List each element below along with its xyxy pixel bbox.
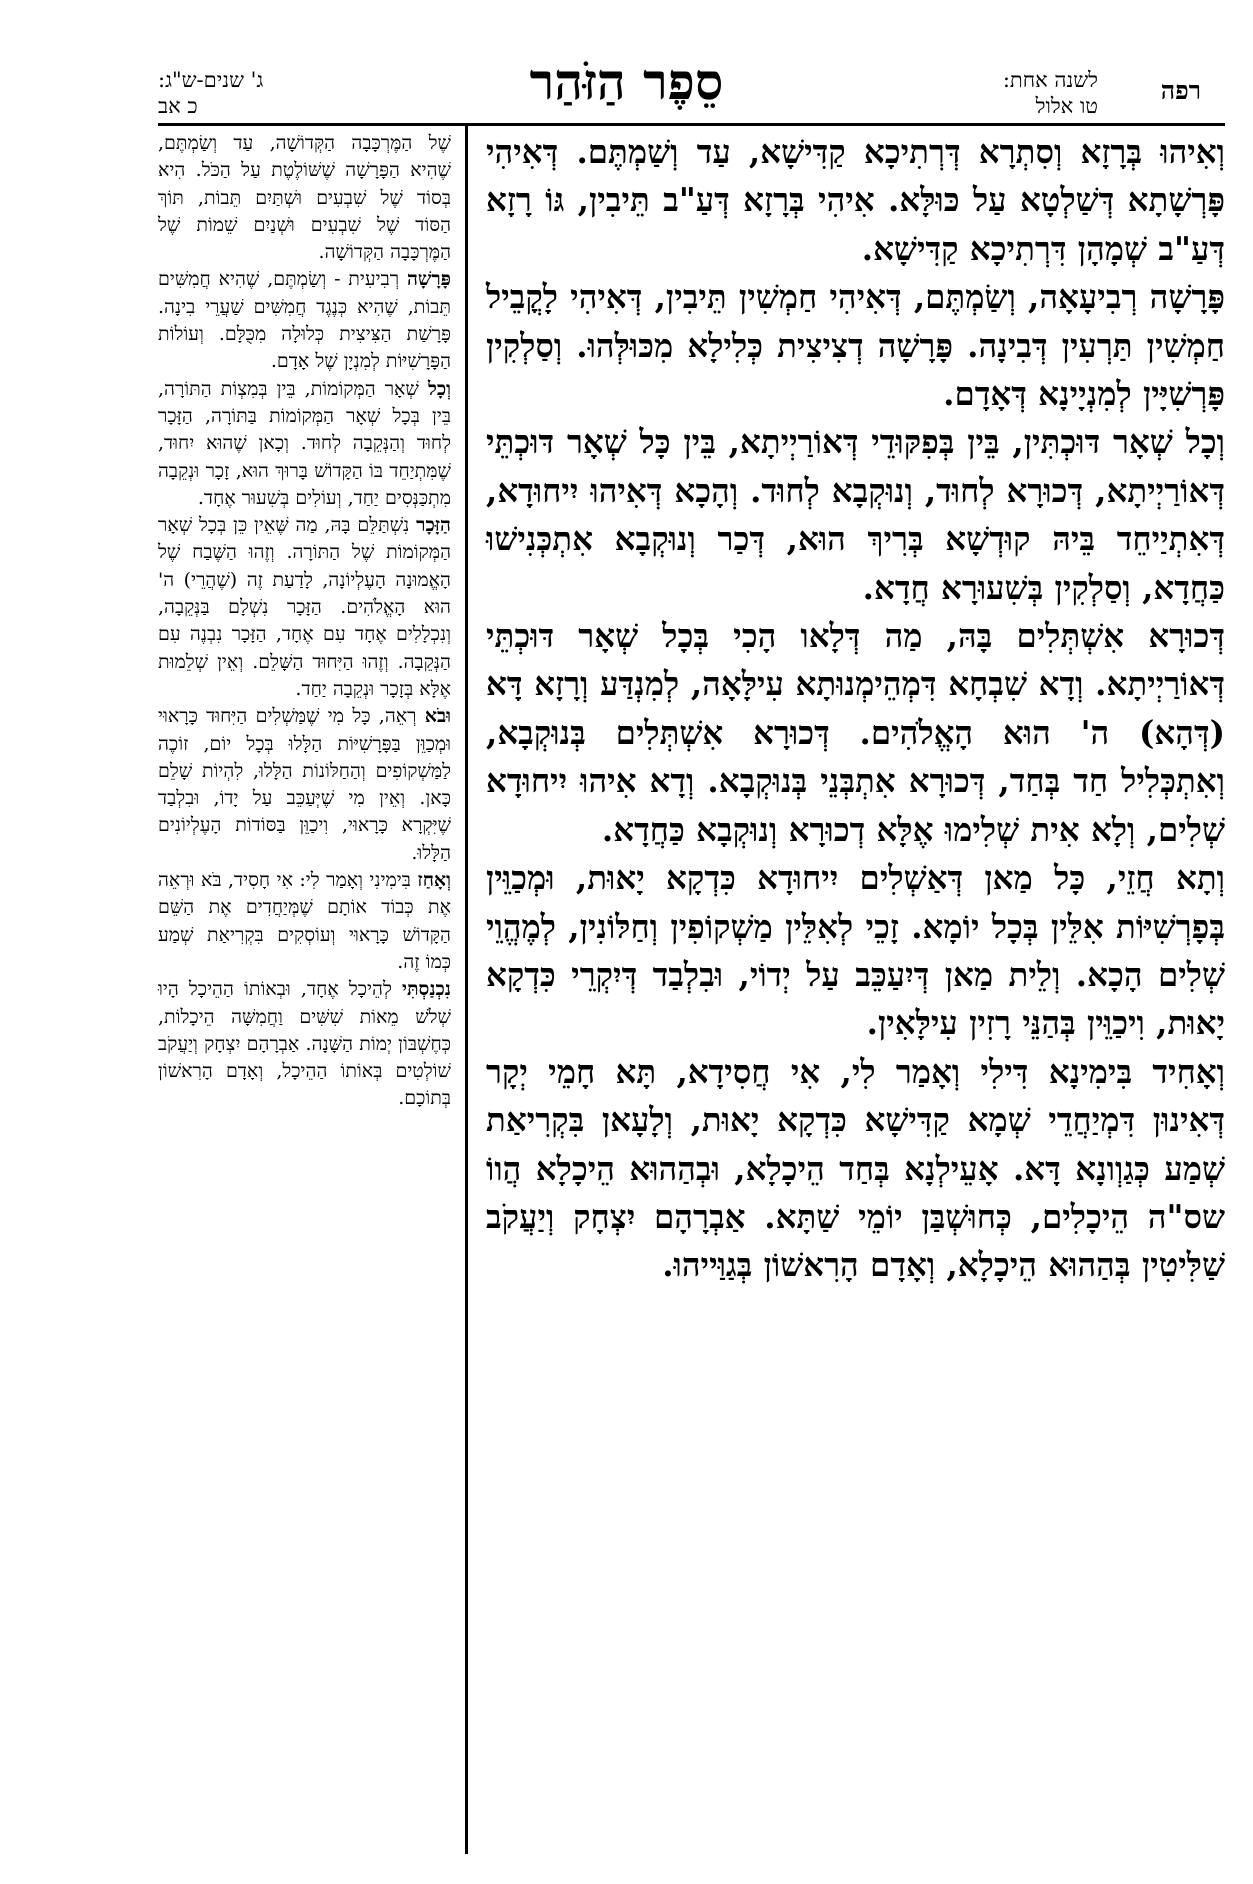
paragraph-text: כוּרָא אִשְׁתְּלִים בָּהּ, מַה דְּלָאו הָכִי בְּכָל שְׁאָר דּוּכְתֵּי דְּאוֹרַיְיתָא. וְדָא שִׁבְחָא דִּמְהֵימְנוּתָא עִילָּאָה, לְמִנְדַּע וְרָזָא דָּא (דְּהָא) ה' הוּא הָאֱלֹהִים. דְּכוּרָא אִשְׁתְּלִים בְּנוּקְבָא, וְאִתְכְּלִיל חַד בְּחַד, דְּכוּרָא אִתְבְּנֵי בְּנוּקְבָא. וְדָא אִיהוּ יִיחוּדָא שְׁלִים, וְלָא אִית שְׁלִימוּ אֶלָּא דְכוּרָא וְנוּקְבָא כַּחֲדָא. [486,616,1226,849]
side-paragraph [158,867,451,976]
side-paragraph [158,376,451,512]
paragraph-text: רְבִיעִית - וְשַׂמְתֶּם, שֶׁהִיא חֲמִשִּׁים תֵּבוֹת, שֶׁהִיא כְּנֶגֶד חֲמִשִּׁים שַׁעֲרֵי בִינָה. פָּרָשַׁת הַצִּיצִית כְּלוּלָה מִכֻּלָּם. וְעוֹלוֹת הַפָּרָשִׁיּוֹת לְמִנְיָן שֶׁל אָדָם. [158,268,451,373]
column-divider [465,123,468,1854]
paragraph-lead: פָּ [1207,277,1225,317]
one-year-label: לשנה אחת: [1002,68,1098,92]
paragraph-lead: וְ [1216,132,1225,171]
paragraph-lead: וּבֹא [424,705,451,728]
book-title: סֵפֶר הַזֹּהַר [529,52,724,111]
side-paragraph [158,703,451,867]
main-paragraph [486,273,1225,418]
side-paragraph [158,266,451,375]
paragraph-lead: וְ [1216,858,1225,898]
three-year-date: כ אב [158,94,198,118]
aramaic-text-column [486,128,1225,1290]
hebrew-translation-column [158,130,451,1113]
paragraph-lead: וְאָחַז [417,869,451,892]
main-paragraph [486,418,1225,612]
three-year-label: ג' שנים-ש"ג: [158,68,264,92]
paragraph-text: כָל שְׁאָר דּוּכְתִּין, בֵּין בְּפִקּוּדֵי דְּאוֹרַיְיתָא, בֵּין כָּל שְׁאָר דּוּכְתֵּי דְּאוֹרַיְיתָא, דְּכוּרָא לְחוּד, וְנוּקְבָא לְחוּד. וְהָכָא דְּאִיהוּ יִיחוּדָא, דְּאִתְיַיחֵד בֵּיהּ קוּדְשָׁא בְּרִיךְ הוּא, דְּכַר וְנוּקְבָא אִתְכְּנִישׁוּ כַּחֲדָא, וְסַלְקִין בְּשִׁעוּרָא חֲדָא. [486,422,1225,607]
one-year-date: טו אלול [1035,94,1098,118]
paragraph-text: אִיהוּ בְּרָזָא וְסִתְרָא דְּרְתִיכָא קַדִּישָׁא, עַד וְשַׁמְתֶּם. דְּאִיהִי פָּרְשָׁתָא דְּשַׁלְטָא עַל כּוּלָּא. אִיהִי בְּרָזָא דְּעַ"ב תֵּיבִין, גּוֹ רָזָא דְּעַ"ב שְׁמָהָן דִּרְתִיכָא קַדִּישָׁא. [486,132,1225,268]
main-paragraph [486,612,1225,854]
paragraph-text: בִּימִינִי וְאָמַר לִי: אִי חָסִיד, בֹּא וּרְאֵה אֶת כְּבוֹד אוֹתָם שֶׁמְּיַחֲדִים אֶת הַשֵּׁם הַקָּדוֹשׁ כָּרָאוּי וְעוֹסְקִים בִּקְרִיאַת שְׁמַע כְּמוֹ זֶה. [158,869,451,973]
paragraph-text: נִשְׁתַּלֵּם בָּהּ, מַה שֶּׁאֵין כֵּן בְּכָל שְׁאָר הַמְּקוֹמוֹת שֶׁל הַתּוֹרָה. וְזֶהוּ הַשֶּׁבַח שֶׁל הָאֱמוּנָה הָעֶלְיוֹנָה, לָדַעַת זֶה (שֶׁהֲרֵי) ה' הוּא הָאֱלֹהִים. הַזָּכָר נִשְׁלָם בַּנְּקֵבָה, וְנִכְלָלִים אֶחָד עִם אֶחָד, הַזָּכָר נִבְנֶה עִם הַנְּקֵבָה. וְזֶהוּ הַיִּחוּד הַשָּׁלֵם. וְאֵין שְׁלֵמוּת אֶלָּא בְּזָכָר וּנְקֵבָה יַחַד. [158,514,451,700]
paragraph-text: תָא חֲזֵי, כָּל מַאן דְּאַשְׁלִים יִיחוּדָא כִּדְקָא יָאוּת, וּמְכַוֵּין בְּפָרְשִׁיּוֹת אִלֵּין בְּכָל יוֹמָא. זָכֵי לְאִלֵּין מַשְׁקוֹפִין וְחַלּוֹנִין, לְמֶהֱוֵי שְׁלִים הָכָא. וְלֵית מַאן דְּיִעַכֵּב עַל יְדוֹי, וּבִלְבַד דְּיִקְרֵי כִּדְקָא יָאוּת, וִיכַוֵּין בְּהַנֵּי רָזִין עִילָּאִין. [486,858,1225,1043]
paragraph-text: שֶׁל הַמֶּרְכָּבָה הַקְּדוֹשָׁה, עַד וְשַׂמְתֶּם, שֶׁהִיא הַפָּרָשָׁה שֶׁשּׁוֹלֶטֶת עַל הַכֹּל. הִיא בְּסוֹד שֶׁל שִׁבְעִים וּשְׁתַּיִם תֵּבוֹת, תּוֹךְ הַסּוֹד שֶׁל שִׁבְעִים וּשְׁנַיִם שֵׁמוֹת שֶׁל הַמֶּרְכָּבָה הַקְּדוֹשָׁה. [158,132,451,264]
paragraph-text: אָחִיד בִּימִינָא דִּילִי וְאָמַר לִי, אִי חֲסִידָא, תָּא חָמֵי יְקָר דְּאִינוּן דִּמְיַחֲדֵי שְׁמָא קַדִּישָׁא כִּדְקָא יָאוּת, וְלָעָאן בִּקְרִיאַת שְׁמַע כְּגַוְונָא דָּא. אָעֵילְנָא בְּחַד הֵיכָלָא, וּבְהַהוּא הֵיכָלָא הֲווֹ שס"ה הֵיכָלִים, כְּחוּשְׁבַּן יוֹמֵי שַׁתָּא. אַבְרָהָם יִצְחָק וְיַעֲקֹב שַׁלִּיטִין בְּהַהוּא הֵיכָלָא, וְאָדָם הָרִאשׁוֹן בְּגַוַּייהוּ. [486,1051,1225,1285]
side-paragraph [158,512,451,703]
header-divider [158,123,1225,126]
paragraph-lead: וְ [1216,1051,1225,1091]
main-paragraph [486,854,1225,1048]
paragraph-lead: וְ [1216,422,1225,462]
side-paragraph [158,130,451,266]
paragraph-text: שְׁאָר הַמְּקוֹמוֹת, בֵּין בְּמִצְוֹת הַתּוֹרָה, בֵּין בְּכָל שְׁאָר הַמְּקוֹמוֹת בַּתּוֹרָה, הַזָּכָר לְחוּד וְהַנְּקֵבָה לְחוּד. וְכָאן שֶׁהוּא יִחוּד, שֶׁמִּתְיַחֵד בּוֹ הַקָּדוֹשׁ בָּרוּךְ הוּא, זָכָר וּנְקֵבָה מִתְכַּנְּסִים יַחַד, וְעוֹלִים בְּשִׁעוּר אֶחָד. [158,377,451,509]
paragraph-lead: פָּרָשָׁה [406,268,451,291]
running-header [0,0,1253,118]
main-paragraph [486,1048,1225,1290]
page-number: רפה [1160,76,1201,105]
paragraph-text: רָשָׁה רְבִיעָאָה, וְשַׂמְתֶּם, דְּאִיהִי חַמְשִׁין תֵּיבִין, דְּאִיהִי לָקֳבֵיל חַמְשִׁין תַּרְעִין דְּבִינָה. פָּרָשָׁה דְצִיצִית כְּלִילָא מִכּוּלְּהוּ. וְסַלְקִין פָּרְשִׁיָּין לְמִנְיָינָא דְּאָדָם. [486,277,1225,414]
paragraph-lead: הַזָּכָר [416,514,451,537]
paragraph-lead: דְּ [1209,616,1225,656]
paragraph-text: רְאֵה, כָּל מִי שֶׁמַּשְׁלִים הַיִּחוּד כָּרָאוּי וּמְכַוֵּן בַּפָּרָשִׁיּוֹת הַלָּלוּ בְּכָל יוֹם, זוֹכֶה לַמַּשְׁקוֹפִים וְהַחַלּוֹנוֹת הַלָּלוּ, לִהְיוֹת שָׁלֵם כָּאן. וְאֵין מִי שֶׁיְּעַכֵּב עַל יָדוֹ, וּבִלְבַד שֶׁיִּקְרָא כָּרָאוּי, וִיכַוֵּן בַּסּוֹדוֹת הָעֶלְיוֹנִים הַלָּלוּ. [158,705,451,864]
paragraph-lead: וְכָל [427,377,451,400]
paragraph-text: לְהֵיכָל אֶחָד, וּבְאוֹתוֹ הַהֵיכָל הָיוּ שְׁלֹשׁ מֵאוֹת שִׁשִּׁים וַחֲמִשָּׁה הֵיכָלוֹת, כְּחֶשְׁבּוֹן יְמוֹת הַשָּׁנָה. אַבְרָהָם יִצְחָק וְיַעֲקֹב שׁוֹלְטִים בְּאוֹתוֹ הַהֵיכָל, וְאָדָם הָרִאשׁוֹן בְּתוֹכָם. [158,978,451,1110]
side-paragraph [158,976,451,1112]
paragraph-lead: נִכְנַסְתִּי [401,978,451,1001]
main-paragraph [486,128,1225,273]
